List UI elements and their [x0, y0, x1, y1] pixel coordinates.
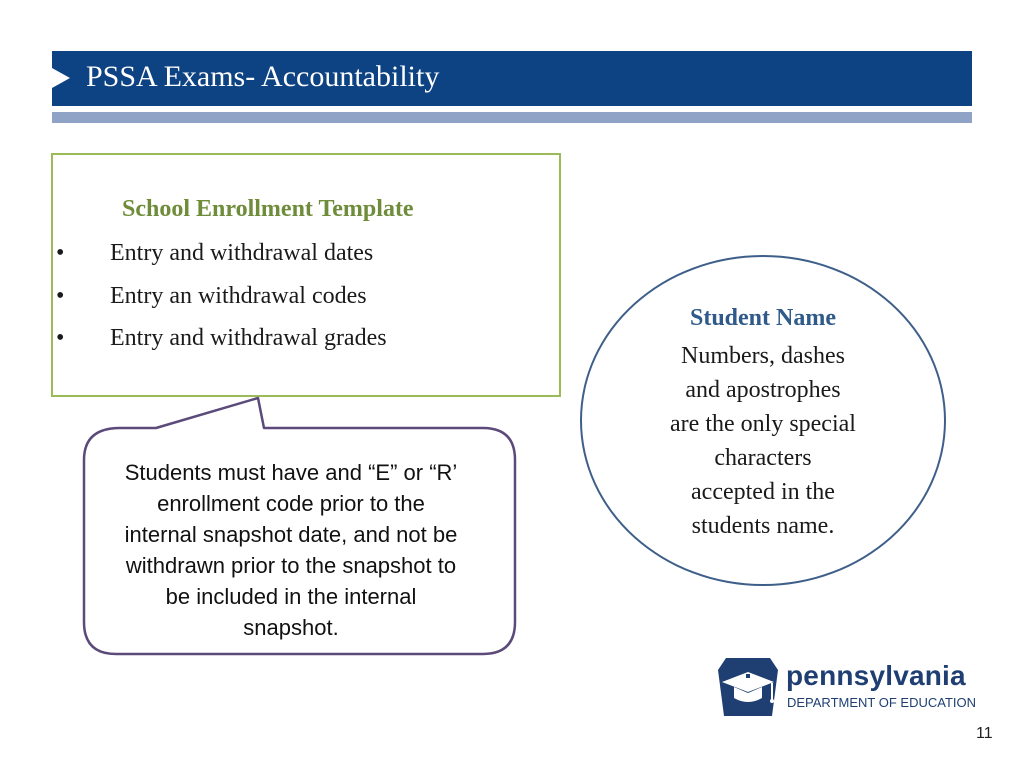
callout-line: enrollment code prior to the	[157, 491, 425, 516]
enrollment-bullet-text: Entry and withdrawal dates	[110, 240, 374, 266]
slide-title: PSSA Exams- Accountability	[86, 60, 440, 93]
enrollment-template-heading: School Enrollment Template	[122, 196, 414, 222]
circle-line: students name.	[691, 513, 835, 539]
callout-line: be included in the internal	[165, 584, 417, 609]
bullet-icon: •	[56, 240, 65, 266]
bullet-icon: •	[56, 325, 65, 351]
logo-department: DEPARTMENT OF EDUCATION	[787, 695, 976, 710]
circle-line: are the only special	[670, 411, 856, 437]
student-name-body	[635, 339, 891, 543]
circle-line: Numbers, dashes	[681, 343, 845, 369]
enrollment-bullet-text: Entry and withdrawal grades	[110, 325, 387, 351]
bullet-icon: •	[56, 283, 65, 309]
callout-line: Students must have and “E” or “R’	[124, 460, 458, 485]
logo-wordmark: pennsylvania	[786, 660, 966, 691]
page-number: 11	[976, 725, 993, 742]
circle-line: and apostrophes	[685, 377, 841, 403]
enrollment-bullet-text: Entry an withdrawal codes	[110, 283, 367, 309]
callout-text	[94, 457, 488, 643]
student-name-heading: Student Name	[689, 305, 836, 331]
callout-line: snapshot.	[243, 615, 339, 640]
callout-line: withdrawn prior to the snapshot to	[125, 553, 457, 578]
circle-line: accepted in the	[691, 479, 835, 505]
circle-line: characters	[714, 445, 812, 471]
keystone-graduation-cap-icon	[716, 656, 780, 718]
callout-line: internal snapshot date, and not be	[124, 522, 458, 547]
